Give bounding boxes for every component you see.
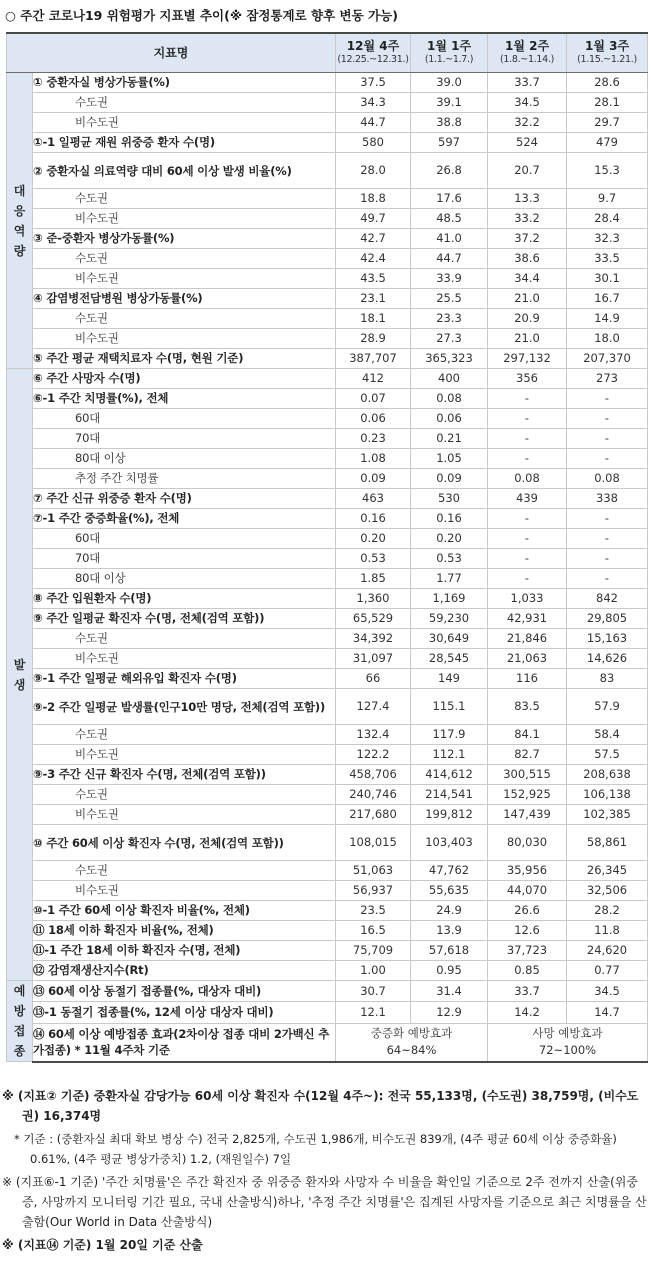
value-cell: 0.08 [567,469,648,489]
indicator-label: ③ 준-중환자 병상가동률(%) [33,229,336,249]
value-cell: 44.7 [336,113,411,133]
sub-indicator-label: 추정 주간 치명률 [33,469,336,489]
risk-indicator-table [6,32,648,1063]
value-cell: 152,925 [488,785,567,805]
table-row [7,469,648,489]
value-cell: 199,812 [411,805,488,825]
table-row [7,209,648,229]
table-row [7,921,648,941]
value-cell: 0.08 [488,469,567,489]
indicator-label: ①-1 일평균 재원 위중증 환자 수(명) [33,133,336,153]
value-cell: 34.5 [488,93,567,113]
page-title: ○ 주간 코로나19 위험평가 지표별 추이(※ 잠정통계로 향후 변동 가능) [5,8,398,23]
value-cell: 32,506 [567,881,648,901]
value-cell: 38.6 [488,249,567,269]
value-cell: 12.9 [411,1002,488,1023]
value-cell: 43.5 [336,269,411,289]
value-cell: 0.16 [411,509,488,529]
table-row [7,489,648,509]
value-cell: 17.6 [411,189,488,209]
value-cell: - [567,409,648,429]
value-cell: 16.5 [336,921,411,941]
value-cell: 300,515 [488,765,567,785]
value-cell: 1,169 [411,589,488,609]
indicator-label: ⑨ 주간 일평균 확진자 수(명, 전체(검역 포함)) [33,609,336,629]
value-cell: 112.1 [411,745,488,765]
table-row [7,113,648,133]
indicator-label: ⑦-1 주간 중증화율(%), 전체 [33,509,336,529]
value-cell: 27.3 [411,329,488,349]
sub-indicator-label: 수도권 [33,309,336,329]
value-cell: 39.0 [411,73,488,93]
value-cell: 14.7 [567,1002,648,1023]
value-cell: 127.4 [336,689,411,725]
value-cell: - [488,509,567,529]
value-cell: 42.4 [336,249,411,269]
value-cell: 34.3 [336,93,411,113]
value-cell: - [488,529,567,549]
value-cell: 28.4 [567,209,648,229]
value-cell: - [567,569,648,589]
value-cell: 84.1 [488,725,567,745]
footnotes [2,1086,648,1258]
value-cell: 149 [411,669,488,689]
value-cell: 59,230 [411,609,488,629]
value-cell: 24,620 [567,941,648,961]
indicator-label: ⑪ 18세 이하 확진자 비율(%, 전체) [33,921,336,941]
sub-indicator-label: 70대 [33,429,336,449]
value-cell: - [488,409,567,429]
sub-indicator-label: 60대 [33,529,336,549]
sub-indicator-label: 수도권 [33,93,336,113]
value-cell: 400 [411,369,488,389]
table-row [7,389,648,409]
table-row [7,369,648,389]
value-cell: 75,709 [336,941,411,961]
value-cell: 26.8 [411,153,488,189]
table-header-row [7,33,648,73]
value-cell: 1.05 [411,449,488,469]
value-cell: 34,392 [336,629,411,649]
value-cell: 439 [488,489,567,509]
value-cell: 30.7 [336,981,411,1002]
sub-indicator-label: 비수도권 [33,209,336,229]
value-cell: 83.5 [488,689,567,725]
value-cell: 0.53 [411,549,488,569]
value-cell: 56,937 [336,881,411,901]
sub-indicator-label: 비수도권 [33,269,336,289]
value-cell: 0.95 [411,961,488,981]
header-week-4: 1월 3주 (1.15.~1.21.) [567,33,648,73]
value-cell: 842 [567,589,648,609]
table-row [7,745,648,765]
table-row [7,609,648,629]
value-cell: 49.7 [336,209,411,229]
value-cell: 33.7 [488,981,567,1002]
table-row [7,449,648,469]
table-row [7,825,648,861]
value-cell: 14,626 [567,649,648,669]
table-row [7,73,648,93]
sub-indicator-label: 수도권 [33,629,336,649]
value-cell: 0.09 [411,469,488,489]
value-cell: 412 [336,369,411,389]
value-cell: 1,033 [488,589,567,609]
value-cell: 32.3 [567,229,648,249]
indicator-label: ⑥-1 주간 치명률(%), 전체 [33,389,336,409]
value-cell: 1,360 [336,589,411,609]
indicator-label: ⑬-1 동절기 접종률(%, 12세 이상 대상자 대비) [33,1002,336,1023]
value-cell: 132.4 [336,725,411,745]
table-row [7,93,648,113]
table-row [7,669,648,689]
value-cell: 18.1 [336,309,411,329]
value-cell: 28.1 [567,93,648,113]
footnote-vaccine: ※ (지표⑭ 기준) 1월 20일 기준 산출 [2,1238,203,1252]
table-row [7,269,648,289]
table-row [7,249,648,269]
value-cell: 0.20 [411,529,488,549]
value-cell: 23.1 [336,289,411,309]
value-cell: - [488,429,567,449]
table-row [7,649,648,669]
value-cell: 44,070 [488,881,567,901]
value-cell: 58.4 [567,725,648,745]
value-cell: 66 [336,669,411,689]
value-cell: 240,746 [336,785,411,805]
value-cell: 365,323 [411,349,488,369]
indicator-label: ⑦ 주간 신규 위중증 환자 수(명) [33,489,336,509]
sub-indicator-label: 비수도권 [33,113,336,133]
value-cell: 1.85 [336,569,411,589]
value-cell: 387,707 [336,349,411,369]
sub-indicator-label: 비수도권 [33,329,336,349]
value-cell: 0.06 [411,409,488,429]
value-cell: 31,097 [336,649,411,669]
value-cell: 21.0 [488,289,567,309]
value-cell: - [488,569,567,589]
sub-indicator-label: 수도권 [33,725,336,745]
value-cell: - [567,389,648,409]
value-cell: 0.77 [567,961,648,981]
value-cell: 338 [567,489,648,509]
table-row [7,509,648,529]
value-cell: 147,439 [488,805,567,825]
value-cell: 44.7 [411,249,488,269]
table-row [7,429,648,449]
value-cell: 13.9 [411,921,488,941]
table-row [7,725,648,745]
value-cell: 34.5 [567,981,648,1002]
value-cell: 57.5 [567,745,648,765]
value-cell: 42.7 [336,229,411,249]
value-cell: 103,403 [411,825,488,861]
table-row [7,1002,648,1023]
value-cell: 0.08 [411,389,488,409]
value-cell: 122.2 [336,745,411,765]
value-cell: 11.8 [567,921,648,941]
value-cell: 9.7 [567,189,648,209]
value-cell: 33.7 [488,73,567,93]
table-row [7,981,648,1002]
value-cell: 530 [411,489,488,509]
indicator-label: ⑩ 주간 60세 이상 확진자 수(명, 전체(검역 포함)) [33,825,336,861]
value-cell: - [567,449,648,469]
value-cell: 479 [567,133,648,153]
value-cell: 214,541 [411,785,488,805]
footnote-icu-capacity: ※ (지표② 기준) 중환자실 감당가능 60세 이상 확진자 수(12월 4주~): 전국 55,133명, (수도권) 38,759명, (비수도권) 16,374명 [2,1089,639,1123]
value-cell: 82.7 [488,745,567,765]
value-cell: 29.7 [567,113,648,133]
indicator-label: ⑫ 감염재생산지수(Rt) [33,961,336,981]
value-cell: 35,956 [488,861,567,881]
value-cell: 273 [567,369,648,389]
value-cell: - [567,429,648,449]
value-cell: 37.5 [336,73,411,93]
sub-indicator-label: 수도권 [33,189,336,209]
footnote-fatality: ※ (지표⑥-1 기준) '주간 치명률'은 주간 확진자 중 위중증 환자와 사망자 수 비율을 확인일 기준으로 2주 전까지 산출(위중증, 사망까지 모니터링 기간 필요, 국내 산출방식)하나, '추정 주간 치명률'은 집계된 사망자를 기준으로 최근 치명률을 산출함(Our World in Data 산출방식) [2,1175,647,1229]
indicator-label: ⑥ 주간 사망자 수(명) [33,369,336,389]
indicator-label: ⑭ 60세 이상 예방접종 효과(2차이상 접종 대비 2가백신 추가접종) * 11월 4주차 기준 [33,1023,336,1061]
value-cell: 26.6 [488,901,567,921]
sub-indicator-label: 수도권 [33,785,336,805]
value-cell: 21,063 [488,649,567,669]
category-occurrence: 발생 [7,369,33,981]
value-cell: 28.9 [336,329,411,349]
indicator-label: ① 중환자실 병상가동률(%) [33,73,336,93]
value-cell: 21.0 [488,329,567,349]
sub-indicator-label: 비수도권 [33,745,336,765]
table-row [7,901,648,921]
value-cell: 37,723 [488,941,567,961]
value-cell: 458,706 [336,765,411,785]
indicator-label: ④ 감염병전담병원 병상가동률(%) [33,289,336,309]
table-row [7,549,648,569]
table-row [7,881,648,901]
value-cell: 23.3 [411,309,488,329]
value-cell: 55,635 [411,881,488,901]
value-cell: 356 [488,369,567,389]
indicator-label: ⑨-3 주간 신규 확진자 수(명, 전체(검역 포함)) [33,765,336,785]
value-cell: 83 [567,669,648,689]
value-cell: 28.0 [336,153,411,189]
sub-indicator-label: 70대 [33,549,336,569]
value-cell: 38.8 [411,113,488,133]
value-cell: 217,680 [336,805,411,825]
value-cell: 1.77 [411,569,488,589]
value-cell: 117.9 [411,725,488,745]
value-cell: 106,138 [567,785,648,805]
footnote-criteria: * 기준 : (중환자실 최대 확보 병상 수) 전국 2,825개, 수도권 1,986개, 비수도권 839개, (4주 평균 60세 이상 중증화율) 0.61%, (4주 평균 병상가중치) 1.2, (재원일수) 7일 [14,1132,617,1166]
table-row [7,409,648,429]
table-row [7,689,648,725]
value-cell: 0.06 [336,409,411,429]
table-row [7,785,648,805]
value-cell: 0.07 [336,389,411,409]
value-cell: 28.2 [567,901,648,921]
value-cell: 102,385 [567,805,648,825]
value-cell: 20.7 [488,153,567,189]
value-cell: 33.2 [488,209,567,229]
value-cell: 14.9 [567,309,648,329]
indicator-label: ② 중환자실 의료역량 대비 60세 이상 발생 비율(%) [33,153,336,189]
table-row [7,329,648,349]
value-cell: - [567,509,648,529]
indicator-label: ⑨-1 주간 일평균 해외유입 확진자 수(명) [33,669,336,689]
header-week-3: 1월 2주 (1.8.~1.14.) [488,33,567,73]
value-cell: 58,861 [567,825,648,861]
value-cell: 29,805 [567,609,648,629]
value-cell: - [488,389,567,409]
value-cell: 21,846 [488,629,567,649]
value-cell: 12.6 [488,921,567,941]
value-cell: 80,030 [488,825,567,861]
value-cell: 33.5 [567,249,648,269]
indicator-label: ⑬ 60세 이상 동절기 접종률(%, 대상자 대비) [33,981,336,1002]
table-row [7,765,648,785]
value-cell: 524 [488,133,567,153]
value-cell: 0.21 [411,429,488,449]
value-cell: 24.9 [411,901,488,921]
value-cell: 414,612 [411,765,488,785]
value-cell: 0.16 [336,509,411,529]
value-cell: 13.3 [488,189,567,209]
table-row [7,629,648,649]
sub-indicator-label: 80대 이상 [33,569,336,589]
value-cell: 14.2 [488,1002,567,1023]
value-cell: - [567,549,648,569]
value-cell: - [488,449,567,469]
value-cell: 48.5 [411,209,488,229]
value-cell: 65,529 [336,609,411,629]
value-cell: 207,370 [567,349,648,369]
table-row [7,589,648,609]
table-row [7,805,648,825]
table-row [7,569,648,589]
value-cell: 115.1 [411,689,488,725]
value-cell: 580 [336,133,411,153]
value-cell: 208,638 [567,765,648,785]
indicator-label: ⑩-1 주간 60세 이상 확진자 비율(%, 전체) [33,901,336,921]
value-cell: 0.20 [336,529,411,549]
table-row [7,229,648,249]
value-cell: 30,649 [411,629,488,649]
value-cell: 597 [411,133,488,153]
header-week-1: 12월 4주 (12.25.~12.31.) [336,33,411,73]
value-cell: 33.9 [411,269,488,289]
indicator-label: ⑧ 주간 입원환자 수(명) [33,589,336,609]
table-row [7,153,648,189]
value-cell: 16.7 [567,289,648,309]
severe-prevention-cell: 중증화 예방효과 64~84% [336,1023,488,1061]
category-prevention: 예방접종 [7,981,33,1062]
value-cell: 297,132 [488,349,567,369]
value-cell: 0.23 [336,429,411,449]
indicator-label: ⑪-1 주간 18세 이하 확진자 수(명, 전체) [33,941,336,961]
value-cell: 57,618 [411,941,488,961]
table-row [7,349,648,369]
category-capacity: 대응역량 [7,73,33,369]
sub-indicator-label: 60대 [33,409,336,429]
table-row [7,289,648,309]
sub-indicator-label: 비수도권 [33,649,336,669]
value-cell: 15,163 [567,629,648,649]
table-row [7,133,648,153]
value-cell: 463 [336,489,411,509]
value-cell: 51,063 [336,861,411,881]
sub-indicator-label: 비수도권 [33,881,336,901]
header-week-2: 1월 1주 (1.1.~1.7.) [411,33,488,73]
value-cell: 57.9 [567,689,648,725]
value-cell: 30.1 [567,269,648,289]
table-row [7,961,648,981]
value-cell: 39.1 [411,93,488,113]
value-cell: 23.5 [336,901,411,921]
sub-indicator-label: 80대 이상 [33,449,336,469]
death-prevention-cell: 사망 예방효과 72~100% [488,1023,648,1061]
value-cell: 0.85 [488,961,567,981]
value-cell: 34.4 [488,269,567,289]
value-cell: 12.1 [336,1002,411,1023]
value-cell: 0.53 [336,549,411,569]
value-cell: 42,931 [488,609,567,629]
value-cell: 20.9 [488,309,567,329]
table-row [7,1023,648,1061]
value-cell: 108,015 [336,825,411,861]
table-row [7,861,648,881]
value-cell: 37.2 [488,229,567,249]
value-cell: 26,345 [567,861,648,881]
value-cell: - [567,529,648,549]
value-cell: 41.0 [411,229,488,249]
value-cell: 0.09 [336,469,411,489]
header-indicator: 지표명 [7,33,336,73]
value-cell: 47,762 [411,861,488,881]
sub-indicator-label: 수도권 [33,249,336,269]
value-cell: 15.3 [567,153,648,189]
sub-indicator-label: 수도권 [33,861,336,881]
indicator-label: ⑨-2 주간 일평균 발생률(인구10만 명당, 전체(검역 포함)) [33,689,336,725]
value-cell: 116 [488,669,567,689]
value-cell: 28.6 [567,73,648,93]
value-cell: 32.2 [488,113,567,133]
table-row [7,941,648,961]
table-row [7,309,648,329]
value-cell: 1.00 [336,961,411,981]
table-row [7,189,648,209]
value-cell: 18.8 [336,189,411,209]
value-cell: - [488,549,567,569]
table-row [7,529,648,549]
indicator-label: ⑤ 주간 평균 재택치료자 수(명, 현원 기준) [33,349,336,369]
value-cell: 18.0 [567,329,648,349]
value-cell: 25.5 [411,289,488,309]
value-cell: 1.08 [336,449,411,469]
sub-indicator-label: 비수도권 [33,805,336,825]
value-cell: 28,545 [411,649,488,669]
value-cell: 31.4 [411,981,488,1002]
